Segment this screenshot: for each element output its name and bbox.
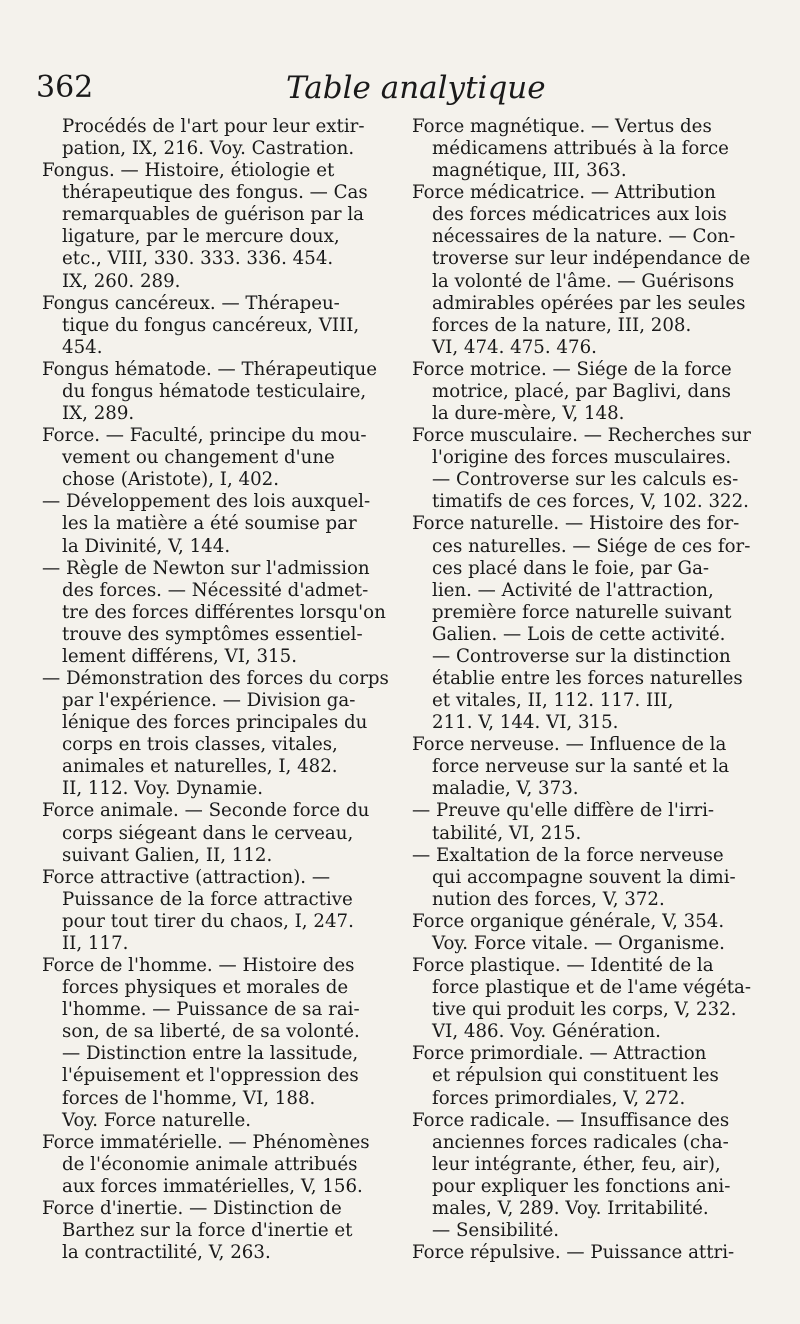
index-line-continuation: Voy. Force naturelle.: [62, 1109, 252, 1131]
index-line-continuation: lénique des forces principales du: [62, 712, 368, 734]
running-title: Table analytique: [286, 70, 546, 106]
index-line-continuation: chose (Aristote), I, 402.: [62, 469, 280, 491]
index-line-continuation: et répulsion qui constituent les: [432, 1065, 719, 1087]
index-entry-heading: — Développement des lois auxquel-: [42, 491, 371, 513]
index-line-continuation: timatifs de ces forces, V, 102. 322.: [432, 491, 749, 513]
index-entry-heading: Force répulsive. — Puissance attri-: [412, 1242, 735, 1264]
index-line-continuation: suivant Galien, II, 112.: [62, 844, 273, 866]
index-line-continuation: l'homme. — Puissance de sa rai-: [62, 999, 360, 1021]
index-line-continuation: 211. V, 144. VI, 315.: [432, 712, 619, 734]
index-entry-heading: Fongus cancéreux. — Thérapeu-: [42, 292, 340, 314]
index-line-continuation: Barthez sur la force d'inertie et: [62, 1220, 353, 1241]
index-line-continuation: corps en trois classes, vitales,: [62, 734, 338, 756]
index-line-continuation: pation, IX, 216. Voy. Castration.: [62, 138, 355, 160]
index-line-continuation: IX, 260. 289.: [62, 270, 181, 292]
index-line-continuation: de l'économie animale attribués: [62, 1153, 358, 1175]
index-entry-heading: Fongus. — Histoire, étiologie et: [42, 160, 335, 182]
index-entry-heading: Force magnétique. — Vertus des: [412, 116, 712, 137]
index-line-continuation: — Controverse sur la distinction: [432, 645, 731, 667]
index-line-continuation: leur intégrante, éther, feu, air),: [432, 1153, 721, 1175]
index-entry-heading: Force. — Faculté, principe du mou-: [42, 425, 367, 447]
index-line-continuation: lien. — Activité de l'attraction,: [432, 579, 714, 601]
index-line-continuation: VI, 474. 475. 476.: [432, 336, 597, 358]
index-line-continuation: trouve des symptômes essentiel-: [62, 623, 363, 645]
index-line-continuation: motrice, placé, par Baglivi, dans: [432, 380, 731, 402]
index-line-continuation: forces de la nature, III, 208.: [432, 314, 692, 336]
index-line-continuation: tre des forces différentes lorsqu'on: [62, 601, 386, 623]
index-entry-heading: Force motrice. — Siége de la force: [412, 358, 732, 380]
index-entry-heading: Force primordiale. — Attraction: [412, 1043, 707, 1065]
index-line-continuation: pour tout tirer du chaos, I, 247.: [62, 910, 354, 932]
index-entry-heading: Force d'inertie. — Distinction de: [42, 1197, 342, 1219]
index-entry-heading: Force animale. — Seconde force du: [42, 800, 370, 822]
index-line-continuation: ces naturelles. — Siége de ces for-: [432, 535, 751, 557]
index-line-continuation: remarquables de guérison par la: [62, 204, 364, 226]
index-line-continuation: etc., VIII, 330. 333. 336. 454.: [62, 248, 334, 270]
index-line-continuation: nution des forces, V, 372.: [432, 888, 665, 910]
index-entry-heading: — Exaltation de la force nerveuse: [412, 844, 724, 866]
index-line-continuation: tabilité, VI, 215.: [432, 822, 582, 844]
index-line-continuation: Procédés de l'art pour leur extir-: [62, 116, 365, 137]
index-line-continuation: — Controverse sur les calculs es-: [432, 469, 739, 491]
index-line-continuation: pour expliquer les fonctions ani-: [432, 1175, 731, 1197]
page-number: 362: [36, 70, 94, 105]
index-line-continuation: forces primordiales, V, 272.: [432, 1087, 686, 1109]
index-line-continuation: force nerveuse sur la santé et la: [432, 756, 730, 778]
index-line-continuation: médicamens attribués à la force: [432, 138, 729, 160]
index-line-continuation: par l'expérience. — Division ga-: [62, 690, 356, 712]
index-line-continuation: thérapeutique des fongus. — Cas: [62, 182, 368, 204]
index-line-continuation: aux forces immatérielles, V, 156.: [62, 1175, 363, 1197]
index-line-continuation: l'origine des forces musculaires.: [432, 447, 732, 469]
index-entry-heading: Force musculaire. — Recherches sur: [412, 425, 751, 447]
index-line-continuation: Galien. — Lois de cette activité.: [432, 623, 726, 645]
index-line-continuation: l'épuisement et l'oppression des: [62, 1065, 359, 1087]
index-entry-heading: Force nerveuse. — Influence de la: [412, 734, 727, 756]
index-entry-heading: Force immatérielle. — Phénomènes: [42, 1131, 370, 1153]
index-entry-heading: Force radicale. — Insuffisance des: [412, 1109, 730, 1131]
page-header: [36, 70, 556, 112]
index-entry-heading: Force attractive (attraction). —: [42, 866, 331, 888]
index-line-continuation: la volonté de l'âme. — Guérisons: [432, 270, 735, 292]
index-line-continuation: son, de sa liberté, de sa volonté.: [62, 1021, 360, 1043]
index-line-continuation: IX, 289.: [62, 403, 135, 425]
index-line-continuation: la dure-mère, V, 148.: [432, 403, 625, 425]
index-line-continuation: tique du fongus cancéreux, VIII,: [62, 314, 360, 336]
index-line-continuation: établie entre les forces naturelles: [432, 668, 743, 689]
index-line-continuation: des forces. — Nécessité d'admet-: [62, 579, 369, 601]
index-line-continuation: qui accompagne souvent la dimi-: [432, 866, 736, 888]
index-line-continuation: et vitales, II, 112. 117. III,: [432, 690, 674, 712]
index-line-continuation: — Sensibilité.: [432, 1220, 560, 1241]
index-line-continuation: maladie, V, 373.: [432, 778, 579, 800]
index-entry-heading: Force plastique. — Identité de la: [412, 955, 714, 977]
index-line-continuation: males, V, 289. Voy. Irritabilité.: [432, 1197, 709, 1219]
index-entry-heading: Force médicatrice. — Attribution: [412, 182, 716, 204]
index-line-continuation: — Distinction entre la lassitude,: [62, 1043, 359, 1065]
index-line-continuation: forces de l'homme, VI, 188.: [62, 1087, 316, 1109]
index-line-continuation: la Divinité, V, 144.: [62, 535, 231, 557]
index-line-continuation: ces placé dans le foie, par Ga-: [432, 557, 710, 579]
index-line-continuation: la contractilité, V, 263.: [62, 1242, 271, 1264]
index-line-continuation: corps siégeant dans le cerveau,: [62, 822, 354, 844]
index-line-continuation: magnétique, III, 363.: [432, 160, 627, 182]
index-line-continuation: des forces médicatrices aux lois: [432, 204, 727, 226]
index-line-continuation: les la matière a été soumise par: [62, 513, 357, 535]
index-line-continuation: 454.: [62, 336, 103, 358]
index-line-continuation: ligature, par le mercure doux,: [62, 226, 340, 248]
index-line-continuation: II, 112. Voy. Dynamie.: [62, 778, 264, 800]
index-entry-heading: — Démonstration des forces du corps: [42, 668, 389, 689]
index-line-continuation: du fongus hématode testiculaire,: [62, 380, 367, 402]
index-entry-heading: Force organique générale, V, 354.: [412, 910, 725, 932]
index-line-continuation: anciennes forces radicales (cha-: [432, 1131, 729, 1153]
index-entry-heading: — Preuve qu'elle diffère de l'irri-: [412, 800, 715, 822]
index-line-continuation: II, 117.: [62, 932, 129, 954]
index-line-continuation: animales et naturelles, I, 482.: [62, 756, 338, 778]
index-line-continuation: tive qui produit les corps, V, 232.: [432, 999, 737, 1021]
index-line-continuation: troverse sur leur indépendance de: [432, 248, 751, 270]
index-entry-heading: Force de l'homme. — Histoire des: [42, 955, 355, 977]
index-line-continuation: première force naturelle suivant: [432, 601, 732, 623]
index-line-continuation: force plastique et de l'ame végéta-: [432, 977, 752, 999]
index-line-continuation: lement différens, VI, 315.: [62, 645, 297, 667]
index-line-continuation: Voy. Force vitale. — Organisme.: [432, 932, 725, 954]
index-line-continuation: nécessaires de la nature. — Con-: [432, 226, 736, 248]
index-line-continuation: forces physiques et morales de: [62, 977, 349, 999]
index-line-continuation: vement ou changement d'une: [62, 447, 335, 469]
index-entry-heading: — Règle de Newton sur l'admission: [42, 557, 370, 579]
index-line-continuation: VI, 486. Voy. Génération.: [432, 1021, 661, 1043]
index-entry-heading: Fongus hématode. — Thérapeutique: [42, 358, 378, 380]
index-line-continuation: admirables opérées par les seules: [432, 292, 746, 314]
index-line-continuation: Puissance de la force attractive: [62, 888, 353, 910]
index-entry-heading: Force naturelle. — Histoire des for-: [412, 513, 740, 535]
